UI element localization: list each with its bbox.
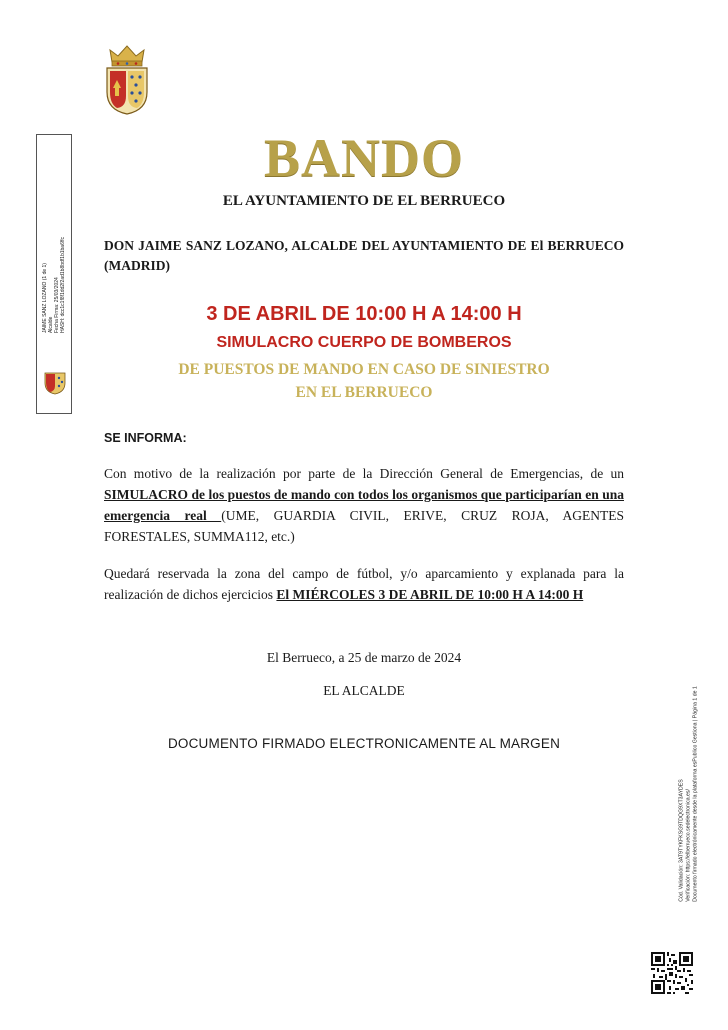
informa-label: SE INFORMA: bbox=[104, 431, 187, 445]
stamp-hash: HASH: dcc1c1f8f1dd2f2ad1b8bdf1b1ba6ffc bbox=[60, 236, 66, 334]
signer-title: EL ALCALDE bbox=[323, 683, 405, 698]
paragraph-2-text-a: Quedará reservada la zona del campo de fútbol, y/o aparcamiento y explanada para la realización de dichos ejercicios bbox=[104, 566, 624, 602]
verification-code: Cód. Validación: 3AT9TYKFKSG9TDQG9XT3AYDES bbox=[678, 779, 685, 902]
paragraph-2-emphasis: El MIÉRCOLES 3 DE ABRIL DE 10:00 H A 14:00 H bbox=[276, 587, 584, 602]
page-subtitle: EL AYUNTAMIENTO DE EL BERRUECO bbox=[222, 193, 506, 209]
paragraph-2 bbox=[104, 563, 624, 605]
verification-sidebar bbox=[674, 640, 704, 948]
event-subheading-2: EN EL BERRUECO bbox=[295, 384, 433, 401]
stamp-signer: JAIME SANZ LOZANO (1 de 1) bbox=[42, 263, 48, 334]
event-subheading-1: DE PUESTOS DE MANDO EN CASO DE SINIESTRO bbox=[178, 361, 550, 378]
coat-of-arms-logo bbox=[104, 44, 150, 116]
paragraph-1 bbox=[104, 463, 624, 547]
verification-url: Verificación: https://elberrueco.sedelectronica.es/ bbox=[685, 789, 692, 902]
verification-platform: Documento firmado electrónicamente desde la plataforma esPublico Gestiona | Página 1 de 1 bbox=[692, 686, 699, 902]
electronic-signature-note: DOCUMENTO FIRMADO ELECTRONICAMENTE AL MARGEN bbox=[167, 736, 561, 751]
paragraph-1-text-c: (UME, GUARDIA CIVIL, ERIVE, CRUZ ROJA, AGENTES FORESTALES, SUMMA112, etc.) bbox=[104, 508, 624, 544]
stamp-date: Fecha Firma: 25/03/2024 bbox=[54, 277, 60, 334]
event-simulation-heading: SIMULACRO CUERPO DE BOMBEROS bbox=[216, 334, 512, 351]
mayor-intro: DON JAIME SANZ LOZANO, ALCALDE DEL AYUNTAMIENTO DE El BERRUECO (MADRID) bbox=[104, 238, 624, 273]
place-and-date: El Berrueco, a 25 de marzo de 2024 bbox=[266, 650, 462, 665]
stamp-role: Alcalde bbox=[48, 316, 54, 334]
verification-text bbox=[679, 686, 700, 902]
paragraph-1-text-a: Con motivo de la realización por parte de la Dirección General de Emergencias, de un bbox=[104, 466, 624, 481]
qr-code-icon[interactable] bbox=[651, 952, 693, 994]
event-date-heading: 3 DE ABRIL DE 10:00 H A 14:00 H bbox=[206, 303, 522, 325]
paragraph-1-emphasis: SIMULACRO de los puestos de mando con todos los organismos que participarían en una emergencia real bbox=[104, 487, 624, 523]
page-title: BANDO bbox=[263, 128, 464, 188]
